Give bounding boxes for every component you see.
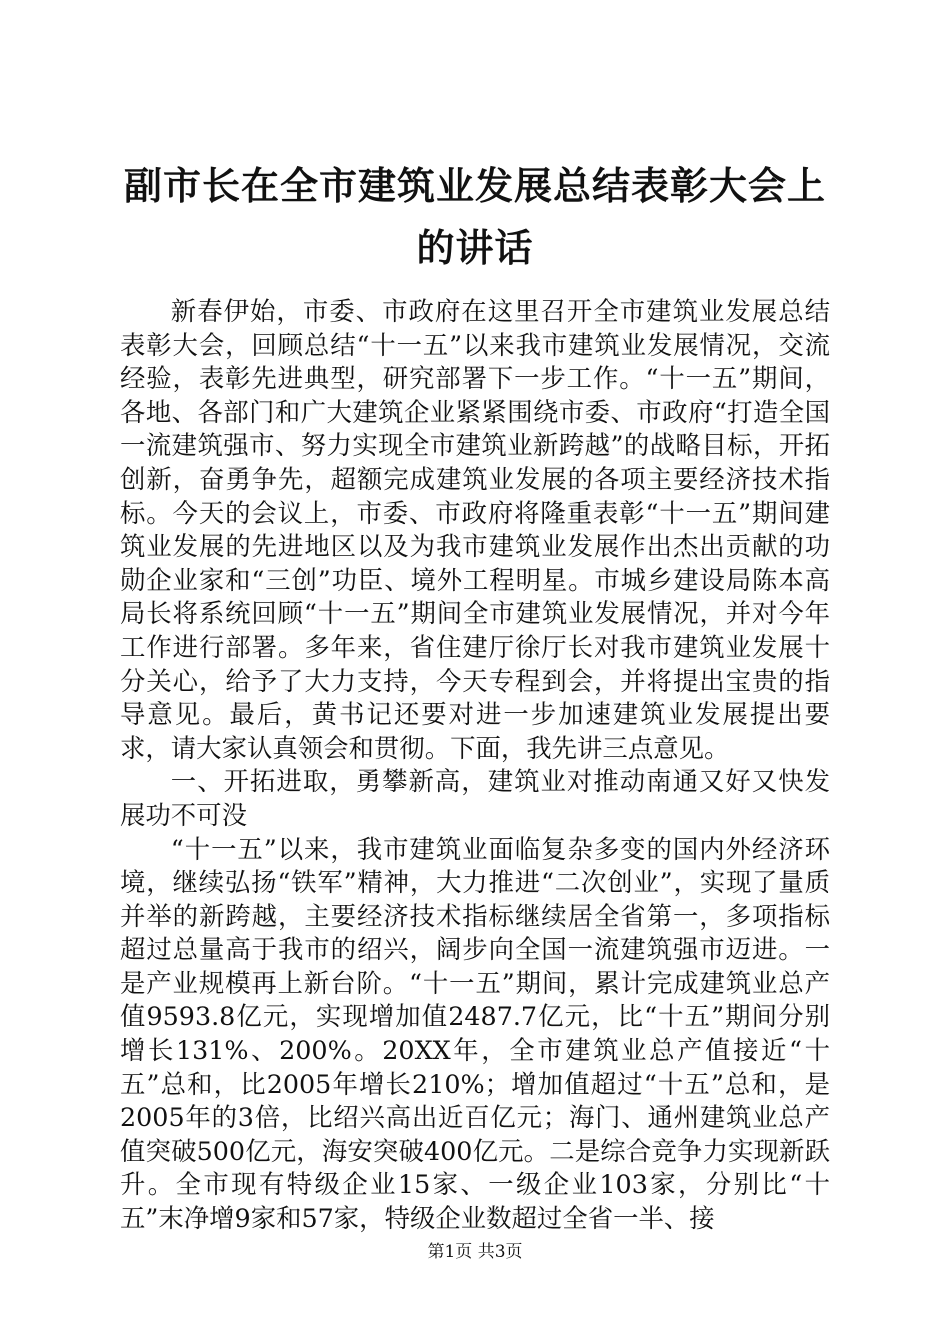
section-heading-1: 一、开拓进取，勇攀新高，建筑业对推动南通又好又快发展功不可没 [120,766,830,830]
paragraph-section-1: “十一五”以来，我市建筑业面临复杂多变的国内外经济环境，继续弘扬“铁军”精神，大力推进“二次创业”，实现了量质并举的新跨越，主要经济技术指标继续居全省第一，多项指标超过总量高于我市的绍兴，阔步向全国一流建筑强市迈进。一是产业规模再上新台阶。“十一五”期间，累计完成建筑业总产值9593.8亿元，实现增加值2487.7亿元，比“十五”期间分别增长131%、200%。20XX年，全市建筑业总产值接近“十五”总和，比2005年增长210%；增加值超过“十五”总和，是2005年的3倍，比绍兴高出近百亿元；海门、通州建筑业总产值突破500亿元，海安突破400亿元。二是综合竞争力实现新跃升。全市现有特级企业15家、一级企业103家，分别比“十五”末净增9家和57家，特级企业数超过全省一半、接 [120,833,830,1234]
document-title: 副市长在全市建筑业发展总结表彰大会上的讲话 [123,163,826,270]
paragraph-intro: 新春伊始，市委、市政府在这里召开全市建筑业发展总结表彰大会，回顾总结“十一五”以来我市建筑业发展情况，交流经验，表彰先进典型，研究部署下一步工作。“十一五”期间，各地、各部门和广大建筑企业紧紧围绕市委、市政府“打造全国一流建筑强市、努力实现全市建筑业新跨越”的战略目标，开拓创新，奋勇争先，超额完成建筑业发展的各项主要经济技术指标。今天的会议上，市委、市政府将隆重表彰“十一五”期间建筑业发展的先进地区以及为我市建筑业发展作出杰出贡献的功勋企业家和“三创”功臣、境外工程明星。市城乡建设局陈本高局长将系统回顾“十一五”期间全市建筑业发展情况，并对今年工作进行部署。多年来，省住建厅徐厅长对我市建筑业发展十分关心，给予了大力支持，今天专程到会，并将提出宝贵的指导意见。最后，黄书记还要对进一步加速建筑业发展提出要求，请大家认真领会和贯彻。下面，我先讲三点意见。 [120,296,830,763]
document-body [120,295,830,1236]
page-indicator: 第1页 共3页 [427,1242,523,1262]
